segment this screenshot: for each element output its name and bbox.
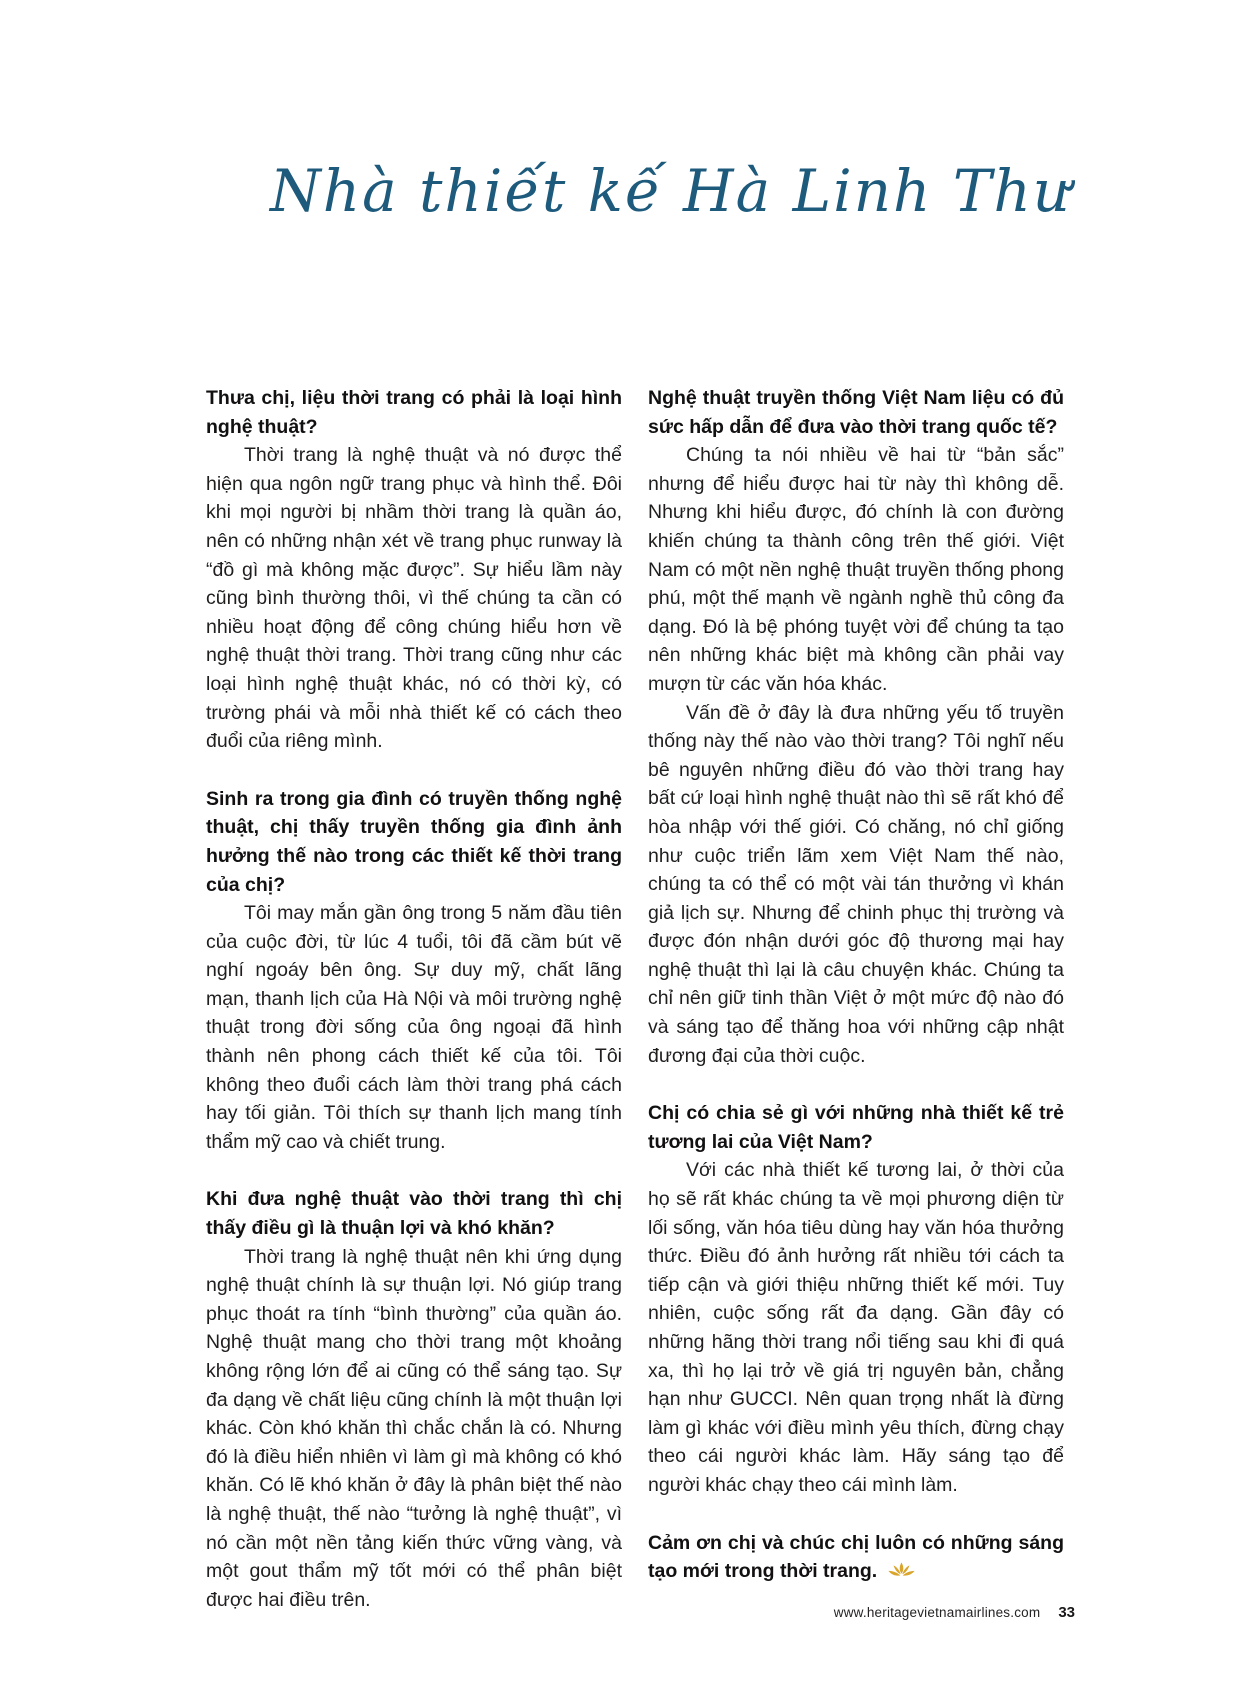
interview-answer-4a: Chúng ta nói nhiều về hai từ “bản sắc” nhưng để hiểu được hai từ này thì không dễ. Nhưng khi hiểu được, đó chính là con đường khiến chúng ta thành công trên thế giới. Việt Nam có một nền nghệ thuật truyền thống phong phú, một thế mạnh về ngành nghề thủ công đa dạng. Đó là bệ phóng tuyệt vời để chúng ta tạo nên những khác biệt mà không cần phải vay mượn từ các văn hóa khác. <box>648 444 1064 695</box>
page-footer <box>834 1604 1075 1621</box>
interview-question-1: Thưa chị, liệu thời trang có phải là loại hình nghệ thuật? <box>206 387 622 438</box>
article-column-left <box>206 384 622 1614</box>
interview-answer-3: Thời trang là nghệ thuật nên khi ứng dụng nghệ thuật chính là sự thuận lợi. Nó giúp trang phục thoát ra tính “bình thường” của quần áo. Nghệ thuật mang cho thời trang một khoảng không rộng lớn để ai cũng có thể sáng tạo. Sự đa dạng về chất liệu cũng chính là một thuận lợi khác. Còn khó khăn thì chắc chắn là có. Nhưng đó là điều hiển nhiên vì làm gì mà không có khó khăn. Có lẽ khó khăn ở đây là phân biệt thế nào là nghệ thuật, thế nào “tưởng là nghệ thuật”, vì nó cần một nền tảng kiến thức vững vàng, và một gout thẩm mỹ tốt mới có thể phân biệt được hai điều trên. <box>206 1245 622 1611</box>
article-column-right <box>648 384 1064 1586</box>
interview-answer-2: Tôi may mắn gần ông trong 5 năm đầu tiên của cuộc đời, từ lúc 4 tuổi, tôi đã cầm bút vẽ nghí ngoáy bên ông. Sự duy mỹ, chất lãng mạn, thanh lịch của Hà Nội và môi trường nghệ thuật trong đời sống của ông ngoại đã hình thành nên phong cách thiết kế của tôi. Tôi không theo đuổi cách làm thời trang phá cách hay tối giản. Tôi thích sự thanh lịch mang tính thẩm mỹ cao và chiết trung. <box>206 902 622 1153</box>
page-title: Nhà thiết kế Hà Linh Thư <box>270 157 1073 225</box>
interview-question-4: Nghệ thuật truyền thống Việt Nam liệu có đủ sức hấp dẫn để đưa vào thời trang quốc tế? <box>648 387 1064 438</box>
lotus-icon <box>888 1562 915 1579</box>
closing-remark <box>648 1529 1064 1586</box>
page-number: 33 <box>1058 1604 1075 1621</box>
lotus-icon-petals <box>888 1563 914 1576</box>
interview-question-3: Khi đưa nghệ thuật vào thời trang thì chị thấy điều gì là thuận lợi và khó khăn? <box>206 1188 622 1240</box>
footer-website: www.heritagevietnamairlines.com <box>833 1605 1041 1620</box>
interview-answer-1: Thời trang là nghệ thuật và nó được thể hiện qua ngôn ngữ trang phục và hình thể. Đôi khi mọi người bị nhầm thời trang là quần áo, nên có những nhận xét về trang phục runway là “đồ gì mà không mặc được”. Sự hiểu lầm này cũng bình thường thôi, vì thế chúng ta cần có nhiều hoạt động để công chúng hiểu hơn về nghệ thuật thời trang. Thời trang cũng như các loại hình nghệ thuật khác, nó có thời kỳ, có trường phái và mỗi nhà thiết kế có cách theo đuổi của riêng mình. <box>206 444 622 753</box>
closing-remark-text: Cảm ơn chị và chúc chị luôn có những sáng tạo mới trong thời trang. <box>648 1531 1064 1583</box>
interview-question-5: Chị có chia sẻ gì với những nhà thiết kế trẻ tương lai của Việt Nam? <box>648 1102 1064 1153</box>
interview-answer-5: Với các nhà thiết kế tương lai, ở thời của họ sẽ rất khác chúng ta về mọi phương diện từ lối sống, văn hóa tiêu dùng hay văn hóa thưởng thức. Điều đó ảnh hưởng rất nhiều tới cách ta tiếp cận và giới thiệu những thiết kế mới. Tuy nhiên, cuộc sống rất đa dạng. Gần đây có những hãng thời trang nổi tiếng sau khi đi quá xa, thì họ lại trở về giá trị nguyên bản, chẳng hạn như GUCCI. Nên quan trọng nhất là đừng làm gì khác với điều mình yêu thích, đừng chạy theo cái người khác làm. Hãy sáng tạo để người khác chạy theo cái mình làm. <box>648 1159 1064 1496</box>
interview-answer-4b: Vấn đề ở đây là đưa những yếu tố truyền thống này thế nào vào thời trang? Tôi nghĩ nếu bê nguyên những điều đó vào thời trang hay bất cứ loại hình nghệ thuật nào thì sẽ rất khó để hòa nhập với thế giới. Có chăng, nó chỉ giống như cuộc triển lãm xem Việt Nam thế nào, chúng ta có thể có một vài tán thưởng vì khán giả lịch sự. Nhưng để chinh phục thị trường và được đón nhận dưới góc độ thương mại hay nghệ thuật thì lại là câu chuyện khác. Chúng ta chỉ nên giữ tinh thần Việt ở một mức độ nào đó và sáng tạo để thăng hoa với những cập nhật đương đại của thời cuộc. <box>648 701 1064 1067</box>
interview-question-2: Sinh ra trong gia đình có truyền thống nghệ thuật, chị thấy truyền thống gia đình ảnh hưởng thế nào trong các thiết kế thời trang của chị? <box>206 787 622 896</box>
